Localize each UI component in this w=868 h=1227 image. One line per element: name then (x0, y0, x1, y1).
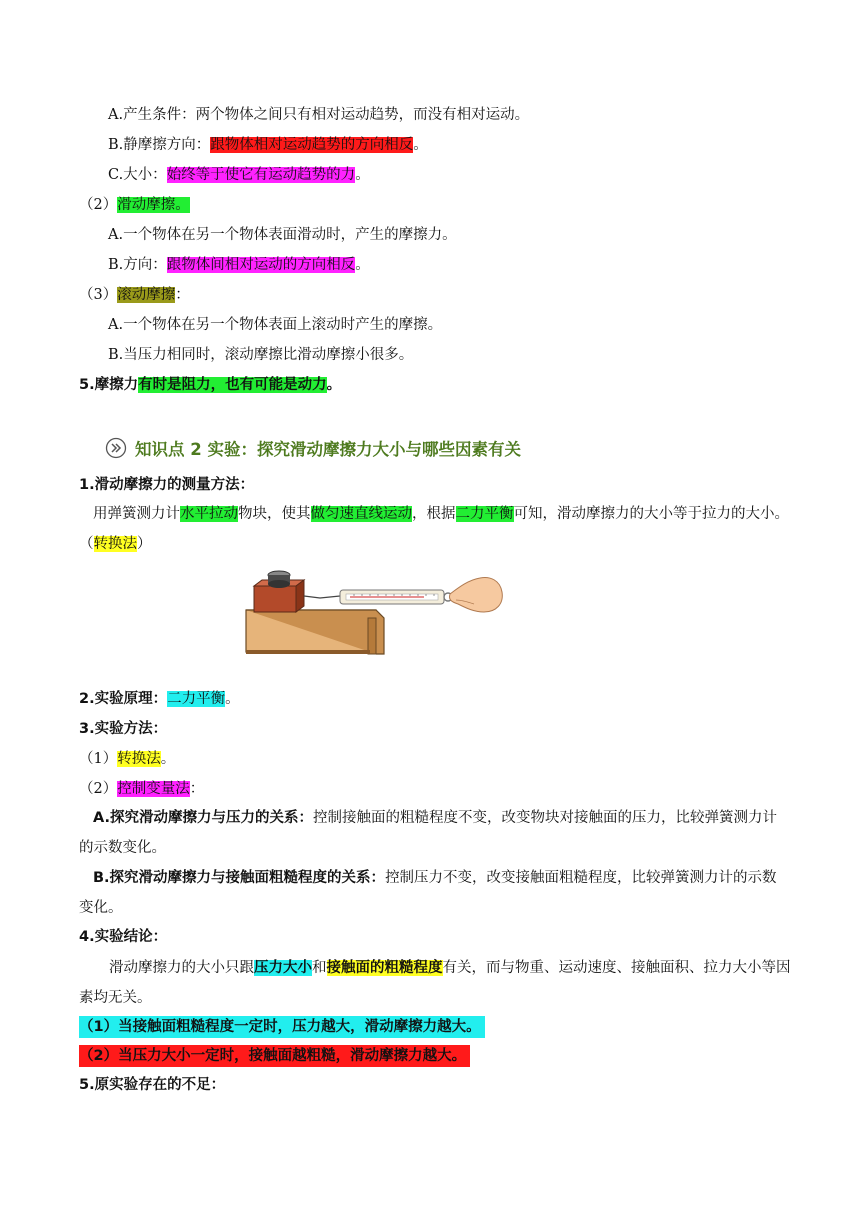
conclusion-item-1: （1）当接触面粗糙程度一定时，压力越大，滑动摩擦力越大。 (79, 1016, 485, 1038)
conclusion-p2: 和 (312, 960, 327, 976)
static-friction-magnitude-highlight: 始终等于使它有运动趋势的力 (166, 167, 356, 183)
measure-hl-conversion: 转换法 (93, 536, 137, 552)
method-roughness-label: B.探究滑动摩擦力与接触面粗糙程度的关系： (93, 870, 386, 886)
method-item-conversion-highlight: 转换法 (117, 751, 161, 767)
friction-role-statement (79, 374, 341, 396)
sliding-friction-direction (108, 254, 370, 276)
measure-hl-equilibrium: 二力平衡 (455, 506, 514, 522)
static-friction-condition: A.产生条件：两个物体之间只有相对运动趋势，而没有相对运动。 (108, 107, 530, 123)
method-item-control-num: （2） (79, 781, 118, 797)
conclusion-paragraph (79, 953, 791, 1013)
method-roughness-text: 控制压力不变，改变接触面粗糙程度，比较弹簧测力计的示数变化。 (79, 870, 777, 916)
friction-role-end: 。 (326, 377, 342, 393)
method-heading: 3.实验方法： (79, 721, 168, 737)
method-pressure-label: A.探究滑动摩擦力与压力的关系： (93, 810, 313, 826)
spring-scale-experiment-illustration (244, 566, 506, 658)
static-friction-magnitude (108, 164, 370, 186)
rolling-friction-heading (79, 284, 190, 306)
method-item-conversion-num: （1） (79, 751, 118, 767)
static-friction-direction-highlight: 跟物体相对运动趋势的方向相反 (210, 137, 414, 153)
friction-role-highlight: 有时是阻力，也有可能是动力 (138, 377, 327, 393)
rolling-friction-title: 滚动摩擦 (117, 287, 176, 303)
static-friction-direction-label: B.静摩擦方向： (108, 137, 211, 153)
method-item-control-end: ： (189, 781, 205, 797)
principle-line (79, 688, 240, 710)
measure-paragraph (79, 499, 791, 559)
shortcoming-heading: 5.原实验存在的不足： (79, 1077, 226, 1093)
double-chevron-icon (105, 437, 127, 459)
conclusion-hl-roughness: 接触面的粗糙程度 (326, 960, 443, 976)
section-title-text: 知识点 2 实验：探究滑动摩擦力大小与哪些因素有关 (135, 440, 521, 459)
sliding-friction-title: 滑动摩擦。 (117, 197, 190, 213)
static-friction-magnitude-label: C.大小： (108, 167, 167, 183)
conclusion-heading: 4.实验结论： (79, 929, 168, 945)
section-title (105, 436, 521, 460)
measure-hl-horizontal-pull: 水平拉动 (180, 506, 238, 522)
measure-heading: 1.滑动摩擦力的测量方法： (79, 477, 255, 493)
rolling-friction-colon: ： (175, 287, 190, 303)
principle-highlight: 二力平衡 (167, 691, 226, 707)
sliding-friction-direction-highlight: 跟物体间相对运动的方向相反 (166, 257, 356, 273)
method-item-conversion-end: 。 (160, 751, 176, 767)
sliding-friction-definition: A.一个物体在另一个物体表面滑动时，产生的摩擦力。 (108, 227, 457, 243)
conclusion-p1: 滑动摩擦力的大小只跟 (109, 960, 254, 976)
measure-p2: 物块，使其 (238, 506, 311, 522)
method-item-control-variable (79, 778, 204, 800)
static-friction-direction (108, 134, 428, 156)
measure-p4: 可知，滑动摩擦力的大小等于拉力的大小。（ (79, 506, 789, 552)
principle-label: 2.实验原理： (79, 691, 168, 707)
method-pressure-text: 控制接触面的粗糙程度不变，改变物块对接触面的压力，比较弹簧测力计的示数变化。 (79, 810, 777, 856)
measure-hl-uniform-motion: 做匀速直线运动 (310, 506, 412, 522)
conclusion-p3: 有关，而与物重、运动速度、接触面积、拉力大小等因素均无关。 (79, 960, 791, 1006)
method-pressure-paragraph (79, 803, 791, 863)
method-roughness-paragraph (79, 863, 791, 923)
rolling-friction-definition: A.一个物体在另一个物体表面上滚动时产生的摩擦。 (108, 317, 443, 333)
sliding-friction-direction-end: 。 (355, 257, 370, 273)
method-item-conversion (79, 748, 175, 770)
measure-p3: ，根据 (412, 506, 456, 522)
measure-p5: ） (137, 536, 152, 552)
sliding-friction-num: （2） (79, 197, 118, 213)
method-item-control-highlight: 控制变量法 (117, 781, 190, 797)
static-friction-direction-end: 。 (413, 137, 428, 153)
principle-end: 。 (225, 691, 240, 707)
conclusion-item-2: （2）当压力大小一定时，接触面越粗糙，滑动摩擦力越大。 (79, 1045, 470, 1067)
static-friction-magnitude-end: 。 (355, 167, 370, 183)
sliding-friction-direction-label: B.方向： (108, 257, 167, 273)
rolling-friction-num: （3） (79, 287, 118, 303)
sliding-friction-heading (79, 194, 190, 216)
conclusion-hl-pressure: 压力大小 (254, 960, 312, 976)
friction-role-prefix: 5.摩擦力 (79, 377, 139, 393)
rolling-friction-comparison: B.当压力相同时，滚动摩擦比滑动摩擦小很多。 (108, 347, 414, 363)
measure-p1: 用弹簧测力计 (93, 506, 180, 522)
